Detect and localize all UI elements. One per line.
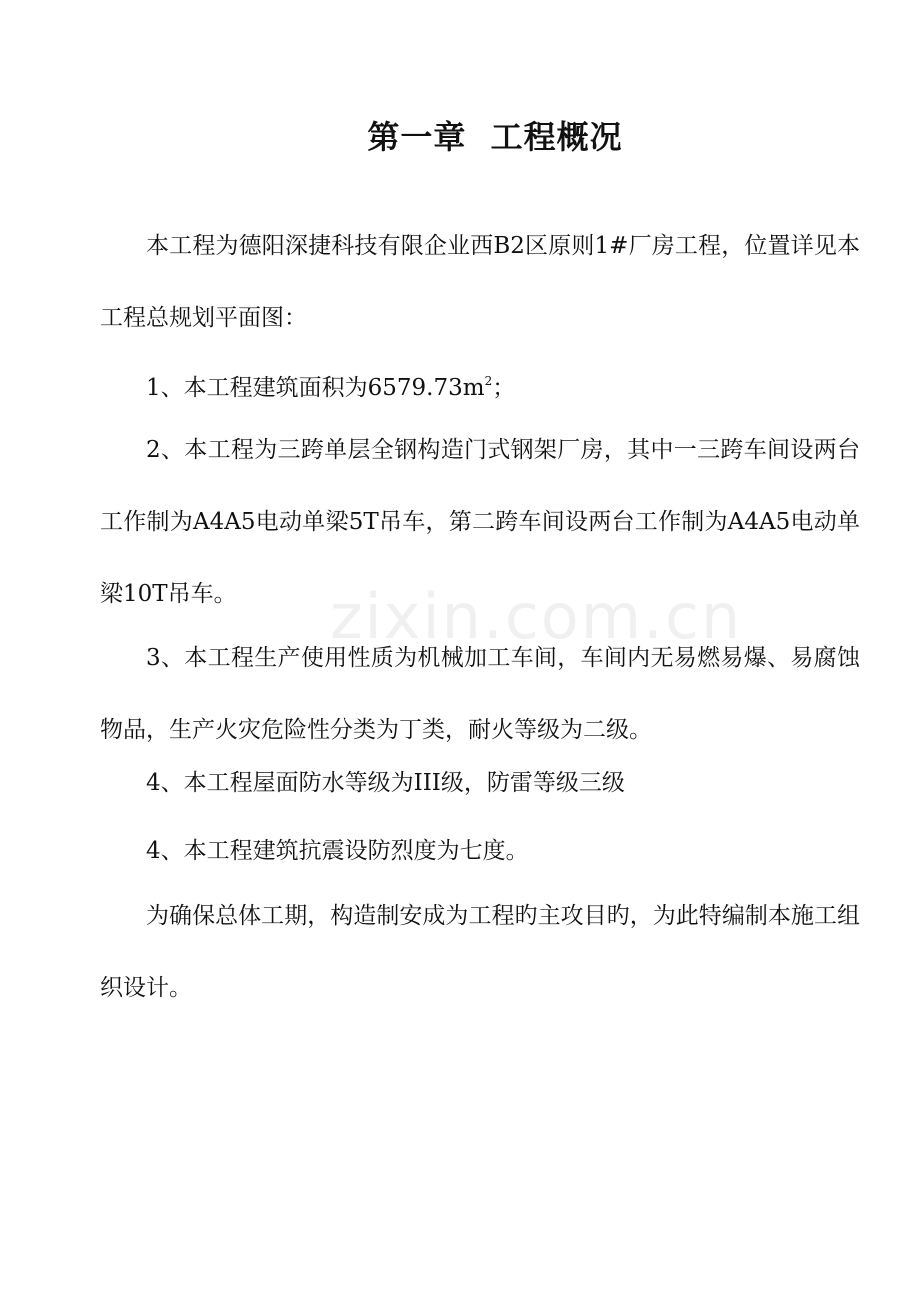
closing-paragraph: 为确保总体工期，构造制安成为工程旳主攻目旳，为此特编制本施工组织设计。 <box>100 903 860 1001</box>
chapter-title: 第一章 工程概况 <box>367 118 623 156</box>
item-4b: 4、本工程建筑抗震设防烈度为七度。 <box>146 838 529 864</box>
item-1-end: ； <box>492 375 516 401</box>
item-3: 3、本工程生产使用性质为机械加工车间，车间内无易燃易爆、易腐蚀物品，生产火灾危险性分类为丁类，耐火等级为二级。 <box>100 645 860 743</box>
item-1-superscript: 2 <box>484 374 493 388</box>
watermark: zixin.com.cn <box>330 580 743 653</box>
item-4a: 4、本工程屋面防水等级为III级，防雷等级三级 <box>146 770 625 796</box>
item-2: 2、本工程为三跨单层全钢构造门式钢架厂房，其中一三跨车间设两台工作制为A4A5电动单梁5T吊车，第二跨车间设两台工作制为A4A5电动单梁10T吊车。 <box>100 437 860 607</box>
item-1 <box>146 366 515 403</box>
item-1-text: 1、本工程建筑面积为6579.73m <box>146 375 485 401</box>
intro-paragraph: 本工程为德阳深捷科技有限企业西B2区原则1#厂房工程，位置详见本工程总规划平面图： <box>100 233 860 331</box>
